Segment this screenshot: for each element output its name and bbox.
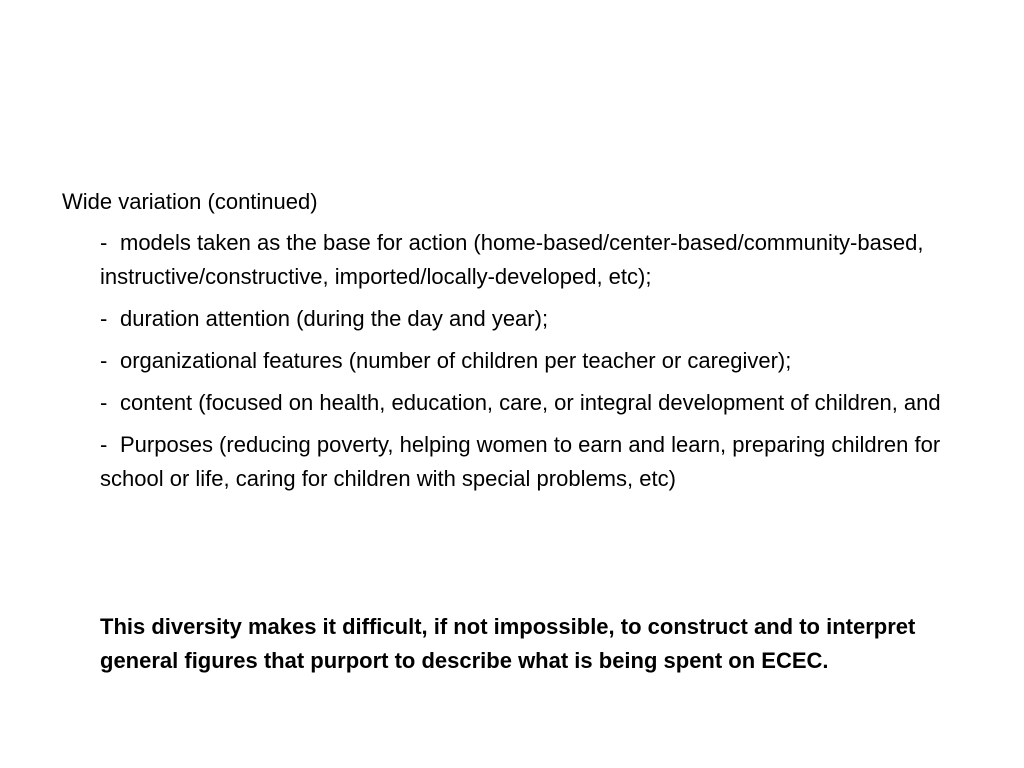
bullet-item-organizational xyxy=(100,344,980,378)
slide-heading: Wide variation (continued) xyxy=(62,189,318,214)
bullet-item-models xyxy=(100,226,980,294)
bullet-item-content xyxy=(100,386,980,420)
emphasis-note: This diversity makes it difficult, if not impossible, to construct and to interpret general figures that purport to describe what is being spent on ECEC. xyxy=(100,614,916,673)
bullet-dash: - xyxy=(100,230,108,255)
bullet-dash: - xyxy=(100,348,108,373)
bullet-text: organizational features (number of children per teacher or caregiver); xyxy=(120,348,792,373)
bullet-text: models taken as the base for action (home-based/center-based/community-based, instructive/constructive, imported/locally-developed, etc); xyxy=(100,230,924,289)
bullet-list xyxy=(100,226,980,504)
bullet-dash: - xyxy=(100,306,108,331)
bullet-text: Purposes (reducing poverty, helping women to earn and learn, preparing children for school or life, caring for children with special problems, etc) xyxy=(100,432,941,491)
bullet-dash: - xyxy=(100,432,108,457)
bullet-item-duration xyxy=(100,302,980,336)
bullet-text: duration attention (during the day and year); xyxy=(120,306,549,331)
bullet-text: content (focused on health, education, care, or integral development of children, and xyxy=(120,390,941,415)
bullet-dash: - xyxy=(100,390,108,415)
bullet-item-purposes xyxy=(100,428,980,496)
